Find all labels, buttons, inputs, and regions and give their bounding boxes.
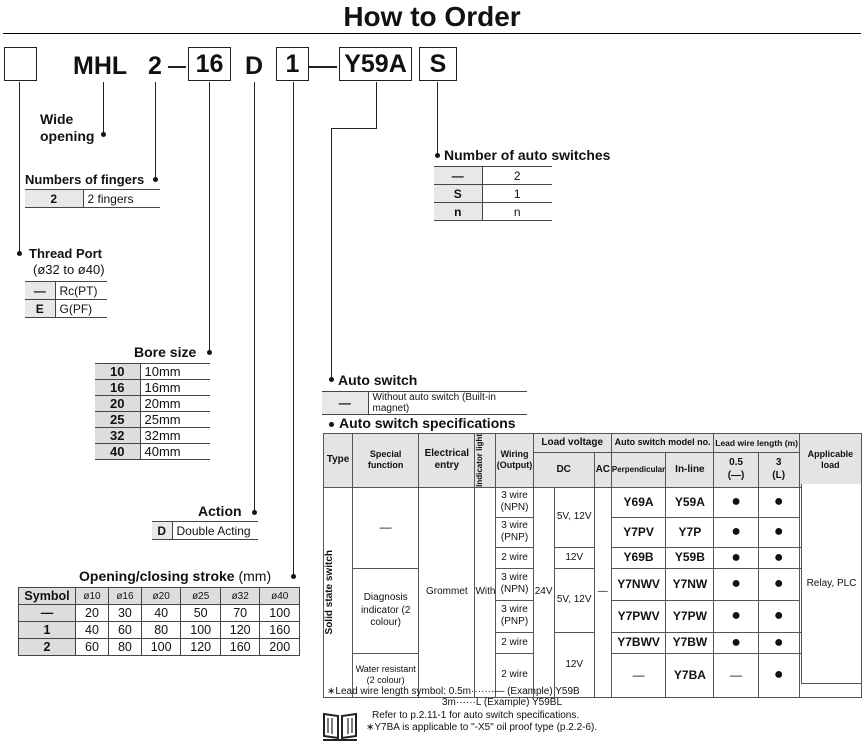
action-label: Action (198, 503, 242, 519)
wide-opening-label: Wide opening (40, 111, 95, 144)
leader-line (331, 128, 377, 129)
leader-dot (153, 177, 158, 182)
fingers-code: 2 (148, 52, 162, 80)
table-row: n n (434, 203, 552, 221)
auto-switch-table (322, 391, 527, 415)
table-row: Water resistant (2 colour) 2 wire — Y7BA — ● (324, 653, 862, 697)
spec-bullet (329, 422, 334, 427)
table-row: S 1 (434, 185, 552, 203)
leader-dot (252, 510, 257, 515)
switch-code-box: Y59A (339, 47, 412, 81)
leader-line (376, 82, 377, 128)
auto-switch-label: Auto switch (338, 372, 418, 388)
leader-dot (291, 574, 296, 579)
table-row: 2 wire 12V Y69B Y59B ● ● (324, 547, 862, 568)
leader-dot (207, 350, 212, 355)
note-lead-wire: ∗Lead wire length symbol: 0.5m·······— (Example) Y59B (327, 686, 580, 697)
table-row: 40 40mm (95, 444, 210, 460)
table-row: 25 25mm (95, 412, 210, 428)
leader-dot (101, 132, 106, 137)
table-row: Type Special function Electrical entry Indicator light Wiring (Output) Load voltage Auto switch model no. Lead wire length (m) Applicable load (324, 434, 862, 453)
table-row: 20 20mm (95, 396, 210, 412)
table-row: E G(PF) (25, 300, 107, 318)
leader-line (437, 82, 438, 155)
page-title: How to Order (343, 1, 521, 32)
table-row: — Rc(PT) (25, 282, 107, 300)
stroke-label: Opening/closing stroke (mm) (79, 568, 272, 584)
note-refer: Refer to p.2.11-1 for auto switch specifications. (372, 710, 580, 721)
table-row: 32 32mm (95, 428, 210, 444)
action-code: D (245, 52, 264, 80)
spec-label: Auto switch specifications (339, 415, 516, 431)
book-icon (322, 710, 358, 742)
table-row: — 2 (434, 167, 552, 185)
table-row: 3 wire (PNP) Y7PV Y7P ● ● (324, 517, 862, 547)
thread-table (25, 281, 107, 318)
action-table (152, 521, 258, 540)
fingers-label: Numbers of fingers (25, 172, 145, 187)
table-row: 2 60 80 100 120 160 200 (19, 639, 300, 656)
leader-dot (329, 377, 334, 382)
num-switches-label: Number of auto switches (444, 147, 611, 163)
bore-size-label: Bore size (134, 344, 197, 360)
leader-dot (17, 251, 22, 256)
leader-line (293, 82, 294, 576)
model-prefix: MHL (73, 52, 128, 80)
stroke-table (18, 587, 300, 656)
table-row: Diagnosis indicator (2 colour) 3 wire (NPN) 5V, 12V Y7NWV Y7NW ● ● (324, 568, 862, 600)
table-row: 2 2 fingers (25, 190, 160, 208)
table-row: 1 40 60 80 100 120 160 (19, 622, 300, 639)
title-rule (3, 33, 861, 34)
table-row: Symbol ø10 ø16 ø20 ø25 ø32 ø40 (19, 588, 300, 605)
table-row: 2 wire 12V Y7BWV Y7BW ● ● (324, 632, 862, 653)
num-switches-table (434, 166, 552, 221)
dash-line (168, 66, 186, 68)
table-row: — Without auto switch (Built-in magnet) (322, 392, 527, 415)
leader-line (103, 82, 104, 135)
bore-table (95, 363, 210, 460)
stroke-code-box: 1 (276, 47, 309, 81)
spec-table (323, 433, 862, 698)
count-code-box: S (419, 47, 457, 81)
leader-line (155, 82, 156, 180)
blank-code-box (4, 47, 37, 81)
leader-line (254, 82, 255, 512)
dash-line (309, 66, 337, 68)
table-row: D Double Acting (152, 522, 258, 540)
thread-port-label: Thread Port (29, 246, 102, 261)
table-row: Solid state switch — Grommet With 3 wire (NPN) 24V 5V, 12V — Y69A Y59A ● ● (324, 487, 862, 517)
table-row: 10 10mm (95, 364, 210, 380)
note-lead-wire-3m: 3m······L (Example) Y59BL (442, 697, 563, 708)
thread-port-range: (ø32 to ø40) (33, 262, 105, 277)
leader-line (19, 82, 20, 254)
fingers-table (25, 189, 160, 208)
table-row: 16 16mm (95, 380, 210, 396)
leader-dot (435, 153, 440, 158)
leader-line (209, 82, 210, 352)
bore-code-box: 16 (188, 47, 231, 81)
table-row: 3 wire (PNP) Y7PWV Y7PW ● ● (324, 600, 862, 632)
table-row: DC AC Perpendicular In-line 0.5 (—) 3 (L) (324, 453, 862, 488)
leader-line (331, 128, 332, 380)
table-row: — 20 30 40 50 70 100 (19, 605, 300, 622)
note-y7ba: ∗Y7BA is applicable to "-X5" oil proof type (p.2.2-6). (366, 722, 598, 733)
relay-plc-cell: Relay, PLC (801, 484, 862, 684)
